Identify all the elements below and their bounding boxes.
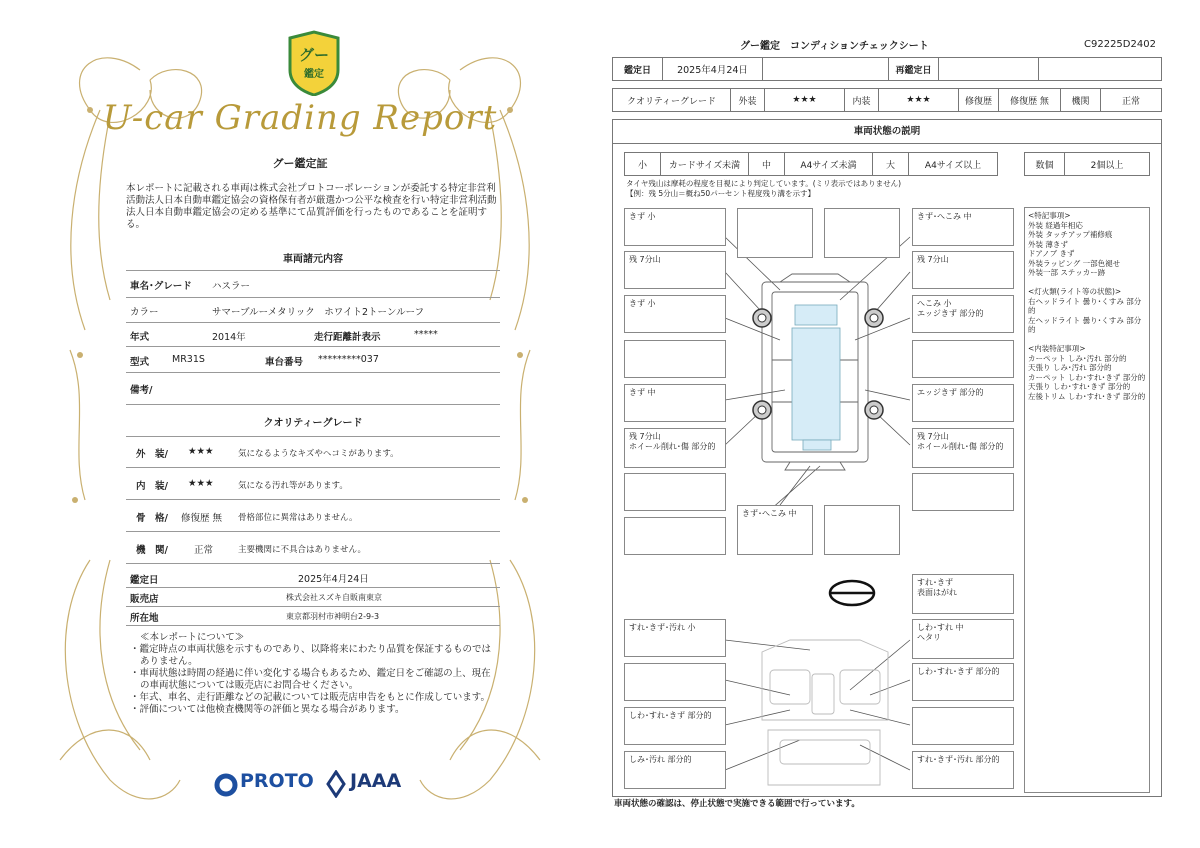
notes-heading: ≪本レポートについて≫ [140, 632, 245, 643]
tire-text: 残 7分山 [917, 255, 949, 264]
damage-box [912, 295, 1014, 333]
damage-box [624, 473, 726, 511]
ext-label: 外装 [731, 89, 765, 112]
divider [126, 372, 500, 373]
count-desc: 2個以上 [1065, 153, 1150, 176]
divider [126, 625, 500, 626]
tire-note-line: 【例：残 5分山＝概ね50パーセント程度残り溝を示す】 [626, 189, 816, 198]
divider [126, 563, 500, 564]
dealer-label: 販売店 [130, 594, 159, 605]
divider [126, 404, 500, 405]
date-label: 鑑定日 [130, 575, 159, 586]
certificate-title: U-car Grading Report [102, 98, 498, 138]
document-id: C92225D2402 [1084, 39, 1156, 50]
report-notes [126, 632, 498, 716]
repair-label: 修復歴 [959, 89, 999, 112]
redate-value [939, 58, 1039, 81]
year-label: 年式 [130, 332, 150, 343]
engine-label: 機関 [1061, 89, 1101, 112]
frame-text: 骨格部位に異常はありません。 [238, 513, 358, 523]
date-value: 2025年4月24日 [663, 58, 763, 81]
name-label: 車名･グレード [130, 281, 192, 292]
divider [126, 531, 500, 532]
damage-text: すれ･きず [917, 578, 953, 587]
tire-note [626, 179, 901, 199]
interior-box [912, 619, 1014, 659]
interior-box [624, 619, 726, 657]
divider [126, 436, 500, 437]
damage-box [624, 208, 726, 246]
interior-box [912, 574, 1014, 614]
size-small: 小 [625, 153, 661, 176]
size-large: 大 [873, 153, 909, 176]
tire-note-line: タイヤ残山は摩耗の程度を目視により判定しています。(ミリ表示ではありません) [626, 179, 902, 188]
odometer-label: 走行距離計表示 [314, 332, 381, 343]
color-value: サマーブルーメタリック ホワイト2トーンルーフ [212, 307, 425, 318]
divider [126, 346, 500, 347]
int-stars: ★★★ [879, 89, 959, 112]
damage-box [912, 384, 1014, 422]
interior-box [912, 751, 1014, 789]
remark-spacer [1028, 278, 1146, 288]
steering-wheel-icon [830, 581, 874, 605]
damage-box [624, 428, 726, 468]
odometer-value: ***** [414, 329, 438, 340]
remark-line: カーペット しみ･汚れ 部分的 [1028, 353, 1127, 363]
tire-text: 残 7分山 [629, 255, 661, 264]
damage-box [624, 517, 726, 555]
damage-box [824, 208, 900, 258]
model-label: 型式 [130, 357, 150, 368]
count-legend [1024, 152, 1150, 176]
engine-label: 機 関/ [136, 545, 168, 556]
interior-text: 気になる汚れ等があります。 [238, 481, 348, 491]
damage-box [912, 251, 1014, 289]
remark-line: 外装一部 ステッカー跡 [1028, 268, 1106, 277]
divider [126, 297, 500, 298]
jaaa-logo-icon [326, 770, 346, 798]
remark-line: 外装 タッチアップ補修痕 [1028, 230, 1113, 239]
size-legend [624, 152, 998, 176]
damage-box [824, 505, 900, 555]
damage-text: きず 中 [629, 388, 656, 397]
color-label: カラー [130, 307, 159, 318]
damage-text: すれ･きず･汚れ 小 [629, 623, 696, 632]
remark-line: <特記事項> [1028, 211, 1071, 220]
grade-label: クオリティーグレード [613, 89, 731, 112]
damage-box [912, 340, 1014, 378]
address-label: 所在地 [130, 613, 159, 624]
damage-text: すれ･きず･汚れ 部分的 [917, 755, 1000, 764]
proto-logo-icon [214, 773, 238, 797]
damage-box [624, 295, 726, 333]
damage-text: きず･へこみ 中 [917, 212, 972, 221]
frame-label: 骨 格/ [136, 513, 168, 524]
divider [126, 499, 500, 500]
sheet-title: グー鑑定 コンディションチェックシート [740, 41, 929, 52]
size-mid: 中 [749, 153, 785, 176]
exterior-text: 気になるようなキズやヘコミがあります。 [238, 449, 399, 459]
ext-stars: ★★★ [765, 89, 845, 112]
damage-text: しわ･すれ 中 [917, 623, 964, 632]
remark-line: 左後トリム しわ･すれ･きず 部分的 [1028, 391, 1146, 401]
year-value: 2014年 [212, 332, 246, 343]
engine-value: 正常 [194, 545, 214, 556]
interior-stars: ★★★ [188, 478, 214, 489]
remark-spacer [1028, 335, 1146, 345]
chassis-label: 車台番号 [265, 357, 304, 368]
damage-text: エッジきず 部分的 [917, 388, 984, 397]
note-item: ・年式、車名、走行距離などの記載については販売店申告をもとに作成しています。 [130, 692, 491, 703]
date-value: 2025年4月24日 [298, 574, 369, 585]
interior-box [624, 663, 726, 701]
damage-text: きず･へこみ 中 [742, 509, 797, 518]
goo-kantei-badge [286, 30, 342, 96]
damage-box [912, 208, 1014, 246]
svg-text:鑑定: 鑑定 [304, 69, 324, 80]
remarks-label: 備考/ [130, 385, 153, 396]
certificate-intro: 本レポートに記載される車両は株式会社プロトコーポレーションが委託する特定非営利活動法人日本自動車鑑定協会の資格保有者が厳選かつ公平な検査を行い特定非営利活動法人日本自動車鑑定協会の定める基準にて品質評価を行ったものであることを証明する。 [126, 183, 497, 230]
damage-text: ホイール削れ･傷 部分的 [629, 442, 716, 451]
damage-box [737, 208, 813, 258]
count-label: 数個 [1025, 153, 1065, 176]
int-label: 内装 [845, 89, 879, 112]
remark-line: 右ヘッドライト 曇り･くすみ 部分的 [1028, 296, 1142, 315]
divider [126, 467, 500, 468]
explain-heading: 車両状態の説明 [612, 119, 1162, 144]
repair-value: 修復歴 無 [999, 89, 1061, 112]
damage-box [912, 428, 1014, 468]
frame-value: 修復歴 無 [181, 513, 223, 524]
special-remarks [1024, 207, 1150, 793]
remark-line: 天張り しみ･汚れ 部分的 [1028, 363, 1112, 372]
remark-line: カーペット しわ･すれ･きず 部分的 [1028, 372, 1146, 382]
empty-cell [763, 58, 889, 81]
remark-line: 外装ラッピング 一部色褪せ [1028, 258, 1121, 268]
damage-text: きず 小 [629, 299, 656, 308]
divider [126, 606, 500, 607]
name-value: ハスラー [212, 281, 251, 292]
exterior-label: 外 装/ [136, 449, 168, 460]
damage-text: しわ･すれ･きず 部分的 [917, 667, 1000, 676]
divider [126, 587, 500, 588]
remark-line: <内装特記事項> [1028, 344, 1086, 353]
damage-text: しわ･すれ･きず 部分的 [629, 711, 712, 720]
note-item: ・評価については他検査機関等の評価と異なる場合があります。 [130, 704, 405, 715]
remark-line: ドアノブ きず [1028, 249, 1075, 258]
damage-text: ヘタリ [917, 633, 941, 642]
date-label: 鑑定日 [613, 58, 663, 81]
interior-box [624, 751, 726, 789]
chassis-value: *********037 [318, 354, 379, 365]
damage-box [737, 505, 813, 555]
interior-box [912, 707, 1014, 745]
proto-logo-text: PROTO [240, 770, 314, 792]
dealer-value: 株式会社スズキ自販南東京 [286, 593, 382, 602]
jaaa-logo-text: JAAA [350, 770, 402, 792]
grade-table [612, 88, 1162, 112]
engine-value: 正常 [1101, 89, 1162, 112]
size-mid-desc: A4サイズ未満 [785, 153, 873, 176]
model-value: MR31S [172, 354, 205, 365]
divider [126, 322, 500, 323]
date-table [612, 57, 1162, 81]
damage-text: きず 小 [629, 212, 656, 221]
damage-text: しみ･汚れ 部分的 [629, 755, 692, 764]
address-value: 東京都羽村市神明台2-9-3 [286, 612, 380, 621]
certificate-subtitle: グー鑑定証 [272, 157, 328, 170]
damage-text: 表面はがれ [917, 588, 957, 597]
note-item: ・車両状態は時間の経過に伴い変化する場合もあるため、鑑定日をご確認の上、現在の車両状態については販売店にお問合せください。 [130, 668, 491, 691]
note-item: ・鑑定時点の車両状態を示すものであり、以降将来にわたり品質を保証するものではありません。 [130, 644, 492, 667]
engine-text: 主要機関に不具合はありません。 [238, 545, 367, 555]
empty-cell [1039, 58, 1162, 81]
size-large-desc: A4サイズ以上 [909, 153, 998, 176]
damage-box [624, 251, 726, 289]
tire-text: 残 7分山 [629, 432, 661, 441]
size-small-desc: カードサイズ未満 [661, 153, 749, 176]
remark-line: 外装 薄きず [1028, 239, 1068, 249]
grade-heading: クオリティーグレード [263, 418, 363, 429]
damage-text: ホイール削れ･傷 部分的 [917, 442, 1004, 451]
remark-line: <灯火類(ライト等の状態)> [1028, 287, 1122, 296]
redate-label: 再鑑定日 [889, 58, 939, 81]
damage-box [912, 473, 1014, 511]
divider [126, 270, 500, 271]
remark-line: 左ヘッドライト 曇り･くすみ 部分的 [1028, 315, 1142, 334]
svg-text:グー: グー [298, 46, 330, 64]
footer-note: 車両状態の確認は、停止状態で実施できる範囲で行っています。 [614, 799, 860, 809]
damage-text: へこみ 小 [917, 299, 952, 308]
remark-line: 外装 経過年相応 [1028, 220, 1083, 230]
exterior-stars: ★★★ [188, 446, 214, 457]
damage-box [624, 340, 726, 378]
tire-text: 残 7分山 [917, 432, 949, 441]
interior-box [912, 663, 1014, 701]
remark-line: 天張り しわ･すれ･きず 部分的 [1028, 382, 1131, 391]
interior-box [624, 707, 726, 745]
specs-heading: 車両諸元内容 [283, 254, 343, 265]
damage-text: エッジきず 部分的 [917, 309, 984, 318]
damage-box [624, 384, 726, 422]
interior-label: 内 装/ [136, 481, 168, 492]
